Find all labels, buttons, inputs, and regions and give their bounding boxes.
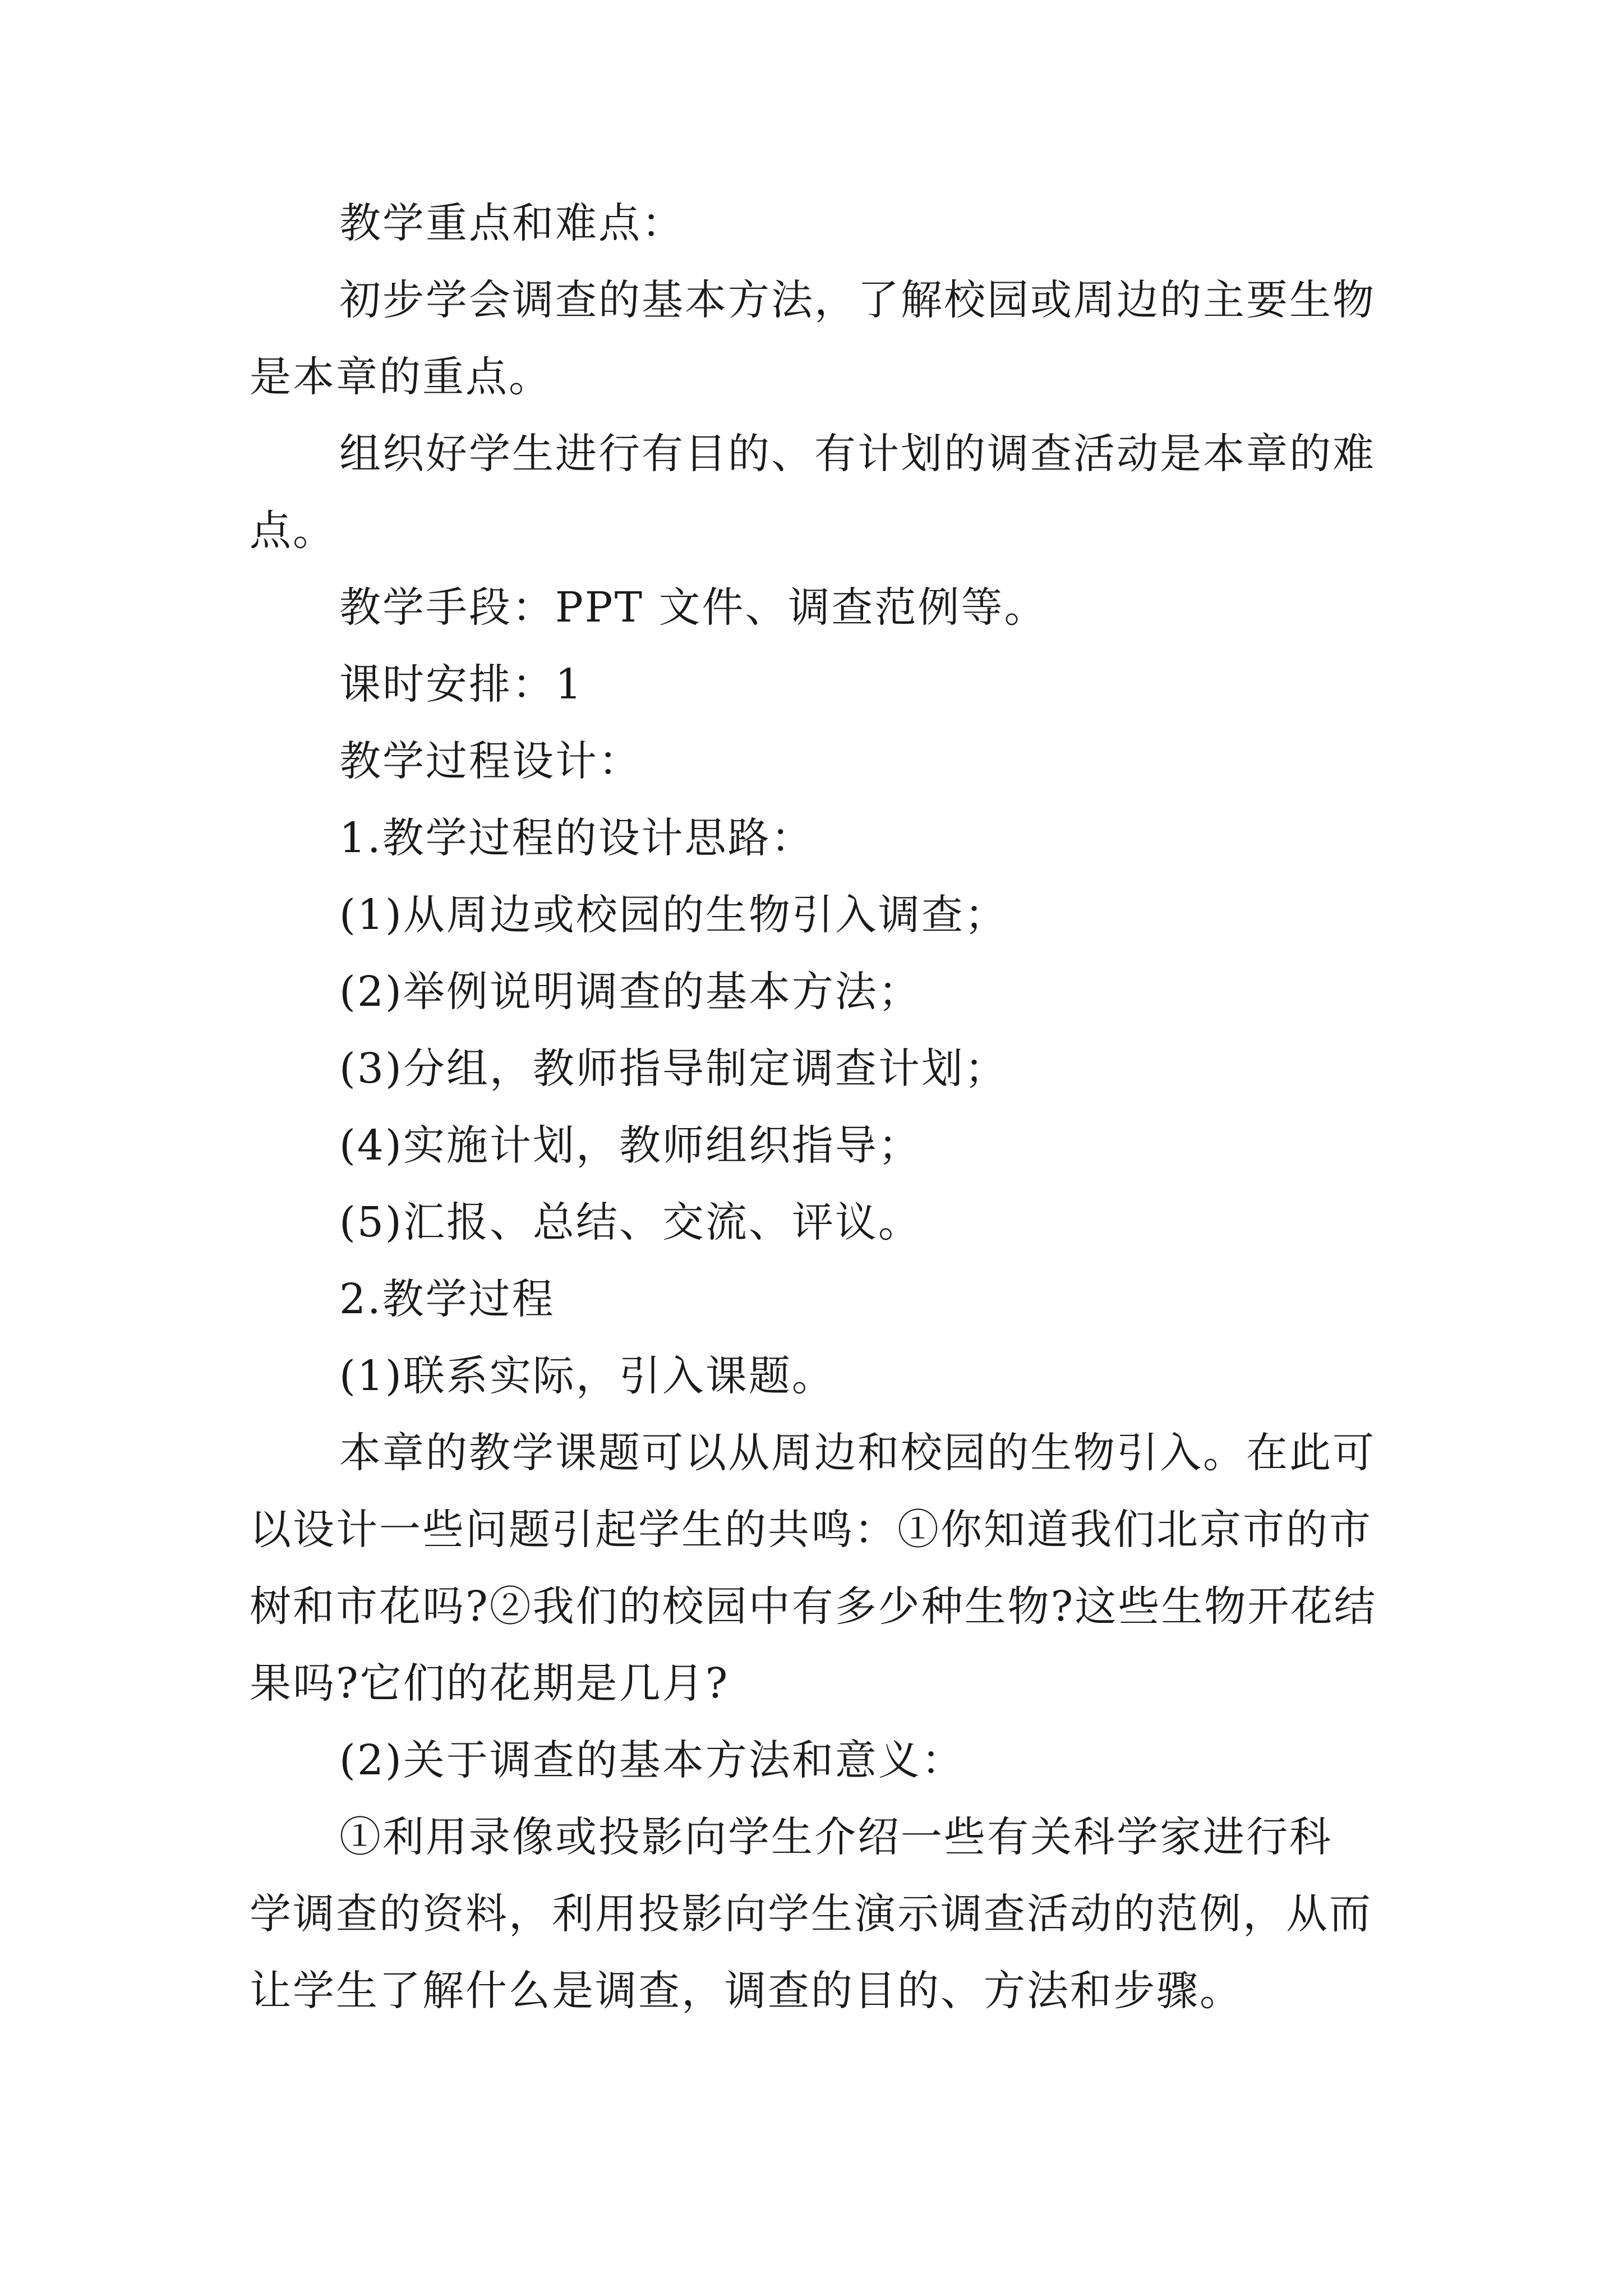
subheading: (2)关于调查的基本方法和意义： bbox=[339, 1736, 965, 1784]
class-hours-line: 课时安排：1 bbox=[339, 660, 584, 708]
text-line: 初步学会调查的基本方法，了解校园或周边的主要生物 bbox=[339, 276, 1376, 324]
text-line: 果吗?它们的花期是几月? bbox=[250, 1659, 730, 1708]
text-line: 让学生了解什么是调查，调查的目的、方法和步骤。 bbox=[250, 1967, 1243, 2015]
text-line: 本章的教学课题可以从周边和校园的生物引入。在此可 bbox=[339, 1429, 1376, 1477]
document-body bbox=[250, 185, 1382, 2030]
heading-design-ideas: 1.教学过程的设计思路： bbox=[339, 814, 814, 862]
list-item: (2)举例说明调查的基本方法； bbox=[339, 968, 921, 1016]
list-item: (5)汇报、总结、交流、评议。 bbox=[339, 1198, 921, 1246]
text-line: 树和市花吗?②我们的校园中有多少种生物?这些生物开花结 bbox=[250, 1582, 1377, 1631]
text-line: 以设计一些问题引起学生的共鸣：①你知道我们北京市的市 bbox=[250, 1506, 1372, 1554]
text-line: 是本章的重点。 bbox=[250, 353, 552, 401]
teaching-means-line: 教学手段：PPT 文件、调查范例等。 bbox=[339, 583, 1048, 632]
text-line: 组织好学生进行有目的、有计划的调查活动是本章的难 bbox=[339, 430, 1376, 478]
heading-teaching-process: 2.教学过程 bbox=[339, 1275, 555, 1323]
heading-key-points: 教学重点和难点： bbox=[339, 199, 685, 247]
heading-process-design: 教学过程设计： bbox=[339, 737, 642, 785]
list-item: (4)实施计划，教师组织指导； bbox=[339, 1121, 921, 1170]
list-item: (1)从周边或校园的生物引入调查； bbox=[339, 891, 1008, 939]
text-line: 学调查的资料，利用投影向学生演示调查活动的范例，从而 bbox=[250, 1890, 1372, 1938]
list-item: (3)分组，教师指导制定调查计划； bbox=[339, 1045, 1008, 1093]
subheading: (1)联系实际，引入课题。 bbox=[339, 1352, 835, 1400]
text-line: ①利用录像或投影向学生介绍一些有关科学家进行科 bbox=[339, 1813, 1332, 1861]
text-line: 点。 bbox=[250, 507, 336, 555]
